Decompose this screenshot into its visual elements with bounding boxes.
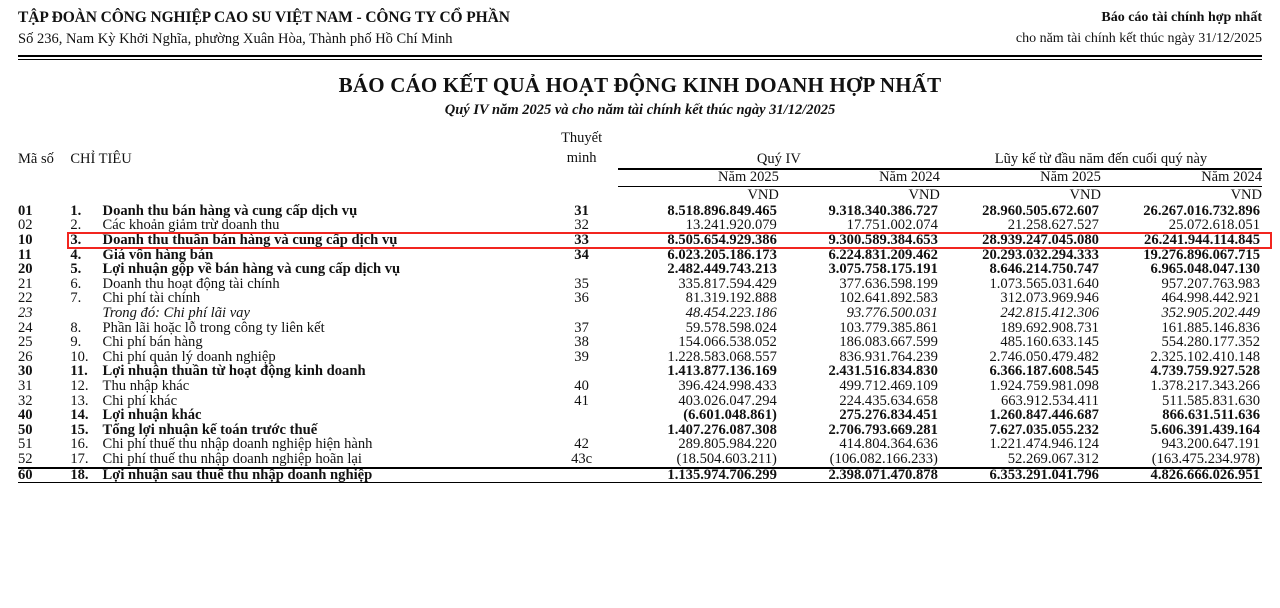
row-value-quarter-2025: 289.805.984.220	[678, 436, 777, 453]
row-value-quarter-2024: 9.300.589.384.653	[828, 232, 938, 249]
table-body	[18, 204, 1262, 483]
row-value-cumulative-2024: 26.267.016.732.896	[1143, 202, 1260, 219]
row-value-quarter-2024: 93.776.500.031	[846, 305, 938, 321]
row-number: 10.	[70, 348, 89, 365]
row-value-cumulative-2024: 554.280.177.352	[1161, 334, 1260, 351]
row-value-quarter-2025: 1.413.877.136.169	[667, 363, 777, 380]
row-value-quarter-2025: 13.241.920.079	[685, 217, 777, 234]
row-value-quarter-2024: 9.318.340.386.727	[828, 202, 938, 219]
row-value-quarter-2024: 499.712.469.109	[839, 377, 938, 394]
header-row-years	[18, 168, 1262, 186]
row-value-cumulative-2024: 464.998.442.921	[1161, 290, 1260, 307]
column-unit-cumulative-2025: VND	[940, 186, 1101, 204]
row-value-cumulative-2024: 26.241.944.114.845	[1144, 232, 1260, 249]
table-row	[18, 423, 1262, 438]
row-value-cumulative-2024: 19.276.896.067.715	[1143, 246, 1260, 263]
row-value-cumulative-2025: 28.960.505.672.607	[982, 202, 1099, 219]
row-label: Thu nhập khác	[102, 377, 190, 394]
row-code: 52	[18, 450, 33, 467]
row-value-cumulative-2024: 866.631.511.636	[1162, 407, 1260, 424]
table-row	[18, 408, 1262, 423]
row-value-quarter-2024: 186.083.667.599	[839, 334, 938, 351]
row-code: 10	[18, 232, 33, 249]
row-value-quarter-2024: 103.779.385.861	[839, 319, 938, 336]
row-value-cumulative-2025: 2.746.050.479.482	[989, 348, 1099, 365]
page-subtitle: Quý IV năm 2025 và cho năm tài chính kết thúc ngày 31/12/2025	[444, 102, 836, 119]
row-note	[545, 262, 617, 277]
row-number: 9.	[70, 334, 82, 351]
row-value-quarter-2025: 48.454.223.186	[685, 305, 777, 321]
row-note: 34	[574, 246, 589, 263]
row-value-quarter-2024: 2.398.071.470.878	[779, 467, 940, 483]
row-note: 39	[574, 348, 589, 365]
table-row	[18, 364, 1262, 379]
row-number: 11.	[70, 363, 88, 380]
row-note: 42	[574, 436, 589, 453]
row-number: 1.	[70, 202, 82, 219]
row-value-cumulative-2025: 242.815.412.306	[1000, 305, 1099, 321]
column-unit-quarter-2025: VND	[618, 186, 779, 204]
row-number: 16.	[70, 436, 89, 453]
company-address: Số 236, Nam Kỳ Khởi Nghĩa, phường Xuân Hòa, Thành phố Hồ Chí Minh	[18, 31, 453, 48]
row-label: Doanh thu hoạt động tài chính	[102, 275, 280, 292]
row-note	[545, 423, 617, 438]
row-label: Trong đó: Chi phí lãi vay	[102, 305, 250, 321]
row-number: 18.	[70, 467, 102, 483]
column-header-quarter-2024: Năm 2024	[779, 168, 940, 186]
table-row	[18, 233, 1262, 248]
row-label: Lợi nhuận sau thuế thu nhập doanh nghiệp	[103, 467, 546, 483]
column-header-note-line1: Thuyết	[561, 130, 603, 147]
table-row	[18, 437, 1262, 452]
row-number: 6.	[70, 275, 82, 292]
table-row	[18, 321, 1262, 336]
row-value-quarter-2024: 2.431.516.834.830	[828, 363, 938, 380]
row-value-quarter-2024: 17.751.002.074	[846, 217, 938, 234]
table-row	[18, 218, 1262, 233]
header-row-groups	[18, 129, 1262, 168]
row-label: Giá vốn hàng bán	[102, 246, 214, 263]
row-value-cumulative-2024: 4.739.759.927.528	[1150, 363, 1260, 380]
row-value-cumulative-2025: 189.692.908.731	[1000, 319, 1099, 336]
row-number: 3.	[70, 232, 82, 249]
row-code: 11	[18, 246, 32, 263]
row-value-cumulative-2025: 1.260.847.446.687	[989, 407, 1099, 424]
row-value-quarter-2024: 224.435.634.658	[839, 392, 938, 409]
row-value-cumulative-2024: 4.826.666.026.951	[1101, 467, 1262, 483]
row-value-quarter-2024: 6.224.831.209.462	[828, 246, 938, 263]
row-code: 23	[18, 305, 33, 321]
row-code: 31	[18, 377, 33, 394]
row-number: 4.	[70, 246, 82, 263]
header-divider	[18, 55, 1262, 60]
row-note: 37	[574, 319, 589, 336]
row-number: 13.	[70, 392, 89, 409]
table-row	[18, 291, 1262, 306]
row-code: 24	[18, 319, 33, 336]
row-value-quarter-2025: 1.407.276.087.308	[667, 421, 777, 438]
row-note: 35	[574, 275, 589, 292]
row-code: 30	[18, 363, 33, 380]
row-value-quarter-2025: 6.023.205.186.173	[667, 246, 777, 263]
row-label: Doanh thu bán hàng và cung cấp dịch vụ	[102, 202, 358, 219]
row-code: 51	[18, 436, 33, 453]
row-value-quarter-2025: 1.228.583.068.557	[667, 348, 777, 365]
row-code: 40	[18, 407, 33, 424]
row-value-cumulative-2025: 52.269.067.312	[1007, 450, 1099, 467]
column-header-cumulative-2025: Năm 2025	[940, 168, 1101, 186]
row-value-cumulative-2025: 7.627.035.055.232	[989, 421, 1099, 438]
row-code: 02	[18, 217, 33, 234]
row-note: 41	[574, 392, 589, 409]
table-row	[18, 204, 1262, 219]
row-value-cumulative-2024: 2.325.102.410.148	[1150, 348, 1260, 365]
row-note: 43c	[571, 450, 593, 467]
row-number: 12.	[70, 377, 89, 394]
header-row-units	[18, 186, 1262, 204]
company-name: TẬP ĐOÀN CÔNG NGHIỆP CAO SU VIỆT NAM - CÔNG TY CỔ PHẦN	[18, 9, 510, 26]
table-row	[18, 452, 1262, 467]
row-value-cumulative-2024: 1.378.217.343.266	[1150, 377, 1260, 394]
row-value-quarter-2024: 2.706.793.669.281	[828, 421, 938, 438]
row-label: Lợi nhuận thuần từ hoạt động kinh doanh	[102, 363, 366, 380]
row-label: Chi phí tài chính	[102, 290, 201, 307]
table-row	[18, 379, 1262, 394]
row-number: 2.	[70, 217, 82, 234]
table-row	[18, 335, 1262, 350]
row-value-quarter-2025: 403.026.047.294	[678, 392, 777, 409]
row-value-cumulative-2024: 352.905.202.449	[1161, 305, 1260, 321]
row-value-cumulative-2025: 20.293.032.294.333	[982, 246, 1099, 263]
row-number: 8.	[70, 319, 82, 336]
row-label: Chi phí thuế thu nhập doanh nghiệp hoãn lại	[102, 450, 362, 467]
table-row	[18, 467, 1262, 483]
row-value-cumulative-2025: 1.924.759.981.098	[989, 377, 1099, 394]
row-value-quarter-2024: (106.082.166.233)	[829, 450, 938, 467]
row-value-cumulative-2025: 1.221.474.946.124	[989, 436, 1099, 453]
column-header-note	[545, 129, 617, 168]
row-value-quarter-2024: 377.636.598.199	[839, 275, 938, 292]
column-header-code: Mã số	[18, 151, 54, 168]
row-note: 33	[574, 232, 589, 249]
row-number: 5.	[70, 261, 82, 278]
table-row	[18, 248, 1262, 263]
row-code: 60	[18, 467, 70, 483]
row-value-cumulative-2024: 957.207.763.983	[1161, 275, 1260, 292]
table-row	[18, 350, 1262, 365]
row-code: 20	[18, 261, 33, 278]
row-label: Chi phí thuế thu nhập doanh nghiệp hiện hành	[102, 436, 373, 453]
row-label: Lợi nhuận gộp về bán hàng và cung cấp dịch vụ	[102, 261, 401, 278]
row-value-cumulative-2024: 943.200.647.191	[1161, 436, 1260, 453]
row-label: Doanh thu thuần bán hàng và cung cấp dịch vụ	[102, 232, 398, 249]
report-kind: Báo cáo tài chính hợp nhất	[1101, 10, 1262, 25]
row-value-cumulative-2024: 511.585.831.630	[1162, 392, 1260, 409]
row-value-cumulative-2025: 312.073.969.946	[1000, 290, 1099, 307]
row-code: 26	[18, 348, 33, 365]
table-head	[18, 129, 1262, 204]
row-code: 25	[18, 334, 33, 351]
row-value-quarter-2025: 1.135.974.706.299	[618, 467, 779, 483]
report-period: cho năm tài chính kết thúc ngày 31/12/2025	[1015, 31, 1262, 46]
row-label: Chi phí bán hàng	[102, 334, 203, 351]
column-group-cumulative: Lũy kế từ đầu năm đến cuối quý này	[940, 129, 1262, 168]
row-label: Chi phí khác	[102, 392, 178, 409]
column-header-quarter-2025: Năm 2025	[618, 168, 779, 186]
row-value-cumulative-2025: 6.366.187.608.545	[989, 363, 1099, 380]
row-value-quarter-2025: 8.518.896.849.465	[667, 202, 777, 219]
row-note: 40	[574, 377, 589, 394]
row-note	[545, 408, 617, 423]
row-number: 14.	[70, 407, 89, 424]
row-note	[545, 467, 617, 483]
row-value-quarter-2025: 396.424.998.433	[678, 377, 777, 394]
row-value-quarter-2025: (6.601.048.861)	[683, 407, 777, 424]
letterhead-left	[18, 7, 510, 51]
row-value-cumulative-2024: 6.965.048.047.130	[1150, 261, 1260, 278]
row-value-cumulative-2025: 663.912.534.411	[1000, 392, 1099, 409]
row-note: 31	[574, 202, 589, 219]
page-title: BÁO CÁO KẾT QUẢ HOẠT ĐỘNG KINH DOANH HỢP NHẤT	[338, 73, 942, 98]
row-value-quarter-2025: 154.066.538.052	[678, 334, 777, 351]
row-label: Lợi nhuận khác	[102, 407, 202, 424]
table-row	[18, 306, 1262, 321]
row-value-quarter-2025: 335.817.594.429	[678, 275, 777, 292]
column-unit-quarter-2024: VND	[779, 186, 940, 204]
row-number: 15.	[70, 421, 89, 438]
income-statement-table	[18, 129, 1262, 483]
row-value-quarter-2025: 81.319.192.888	[685, 290, 777, 307]
column-header-cumulative-2024: Năm 2024	[1101, 168, 1262, 186]
row-value-cumulative-2024: (163.475.234.978)	[1151, 450, 1260, 467]
row-code: 22	[18, 290, 33, 307]
row-value-quarter-2025: 8.505.654.929.386	[667, 232, 777, 249]
row-note: 36	[574, 290, 589, 307]
row-note	[545, 364, 617, 379]
row-value-quarter-2025: (18.504.603.211)	[676, 450, 777, 467]
row-code: 21	[18, 275, 33, 292]
row-number	[70, 306, 102, 321]
column-unit-cumulative-2024: VND	[1101, 186, 1262, 204]
letterhead-right	[1016, 7, 1262, 50]
row-value-quarter-2024: 414.804.364.636	[839, 436, 938, 453]
column-header-note-line2: minh	[566, 149, 597, 166]
row-value-cumulative-2024: 161.885.146.836	[1161, 319, 1260, 336]
row-code: 50	[18, 421, 33, 438]
row-value-cumulative-2025: 28.939.247.045.080	[982, 232, 1099, 249]
row-value-quarter-2024: 102.641.892.583	[839, 290, 938, 307]
row-number: 17.	[70, 450, 89, 467]
table-row	[18, 262, 1262, 277]
row-value-cumulative-2025: 21.258.627.527	[1007, 217, 1099, 234]
row-value-quarter-2024: 836.931.764.239	[839, 348, 938, 365]
row-label: Tổng lợi nhuận kế toán trước thuế	[102, 421, 318, 438]
column-group-quarter: Quý IV	[618, 129, 940, 168]
row-value-cumulative-2025: 485.160.633.145	[1000, 334, 1099, 351]
row-code: 32	[18, 392, 33, 409]
row-label: Chi phí quản lý doanh nghiệp	[102, 348, 276, 365]
column-header-label: CHỈ TIÊU	[70, 151, 132, 168]
row-note: 32	[574, 217, 589, 234]
row-label: Các khoản giảm trừ doanh thu	[102, 217, 280, 234]
row-number: 7.	[70, 290, 82, 307]
row-value-cumulative-2024: 5.606.391.439.164	[1150, 421, 1260, 438]
row-note	[545, 306, 617, 321]
row-code: 01	[18, 202, 33, 219]
row-label: Phần lãi hoặc lỗ trong công ty liên kết	[102, 319, 325, 336]
row-value-cumulative-2025: 8.646.214.750.747	[989, 261, 1099, 278]
table-row	[18, 394, 1262, 409]
row-value-quarter-2025: 2.482.449.743.213	[667, 261, 777, 278]
row-value-quarter-2024: 3.075.758.175.191	[828, 261, 938, 278]
letterhead	[18, 0, 1262, 51]
row-value-cumulative-2025: 6.353.291.041.796	[940, 467, 1101, 483]
row-value-cumulative-2025: 1.073.565.031.640	[989, 275, 1099, 292]
row-note: 38	[574, 334, 589, 351]
row-value-quarter-2025: 59.578.598.024	[685, 319, 777, 336]
table-row	[18, 277, 1262, 292]
row-value-quarter-2024: 275.276.834.451	[839, 407, 938, 424]
row-value-cumulative-2024: 25.072.618.051	[1168, 217, 1260, 234]
